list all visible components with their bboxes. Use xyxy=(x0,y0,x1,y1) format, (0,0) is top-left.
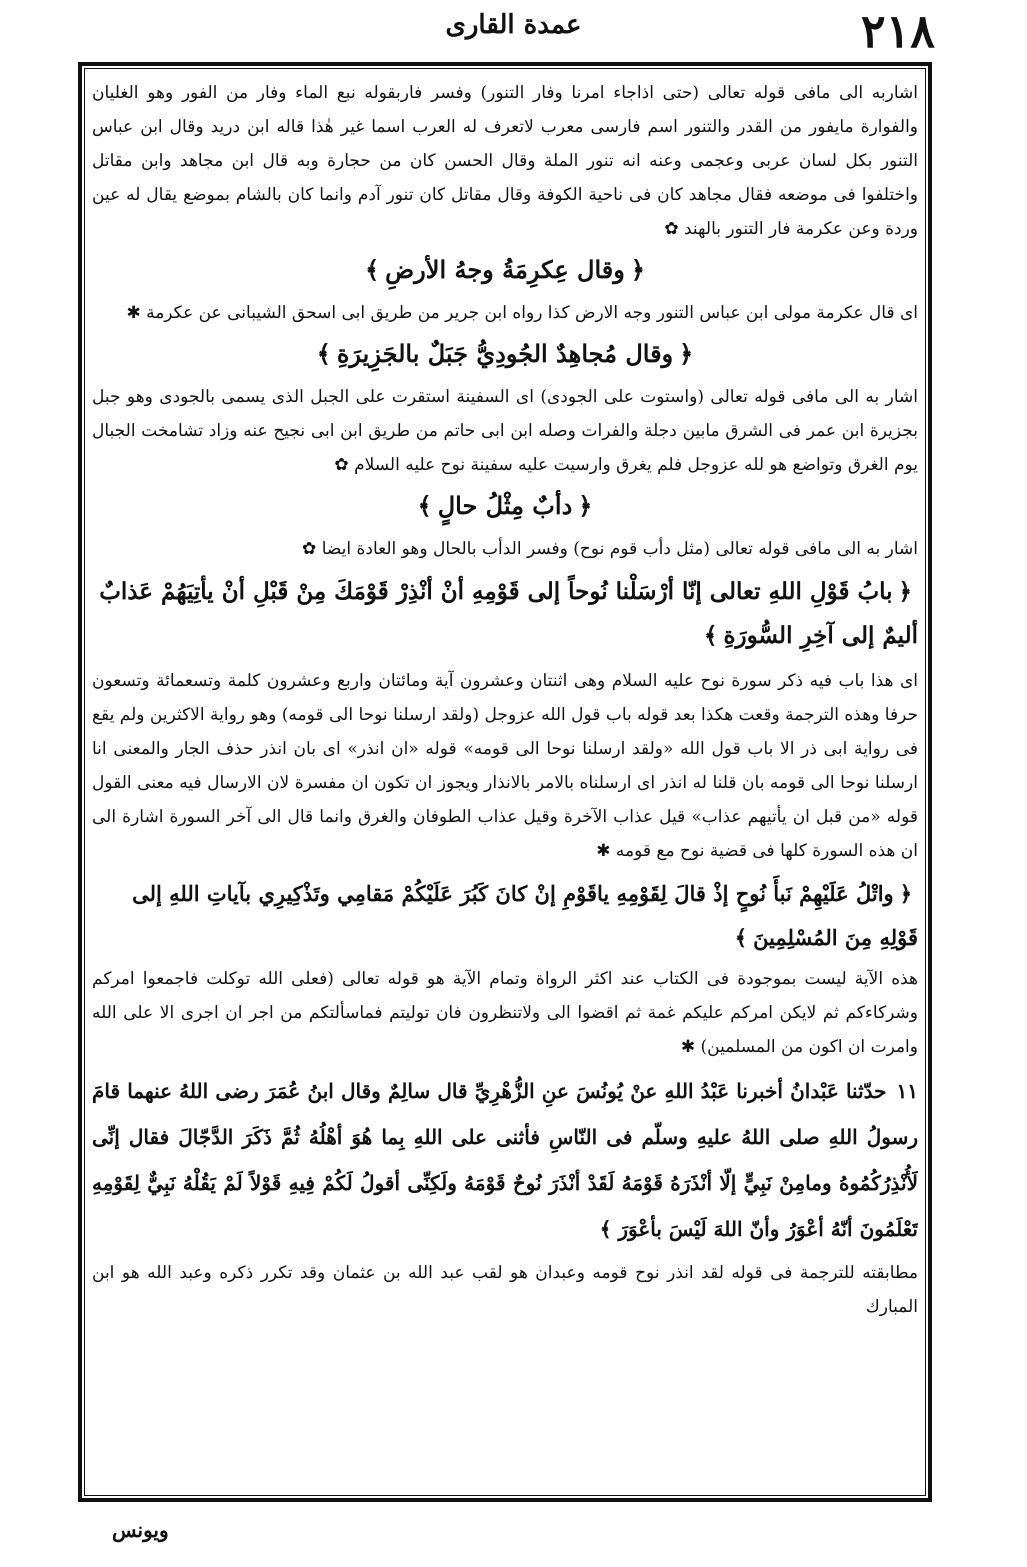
chapter-heading xyxy=(92,570,918,658)
commentary-paragraph: هذه الآية ليست بموجودة فى الكتاب عند اكثر الرواة وتمام الآية هو قوله تعالى (فعلى الله توكلت فاجمعوا امركم وشركاءكم ثم لايكن امركم عليكم غمة ثم اقضوا الى ولاتنظرون فان توليتم فماسألتكم من اجر ان اجرى الا على الله وامرت ان اكون من المسلمين) ✱ xyxy=(92,969,918,1057)
ornamental-bracket-close: ﴾ xyxy=(365,255,380,284)
hadith-text xyxy=(92,1068,918,1252)
section-heading xyxy=(92,486,918,526)
commentary-paragraph: اشاربه الى مافى قوله تعالى (حتى اذاجاء امرنا وفار التنور) وفسر فاربقوله نبع الماء وفار من الفور وهو الغليان والفوارة مايفور من القدر والتنور اسم فارسى معرب لاتعرف له العرب اسما غير هٰذا قاله ابن دريد وقال ابن عباس التنور بكل لسان عربى وعجمى وعنه انه تنور الملة وقال الحسن كان من حجارة وبه قال ابن مجاهد وابن مقاتل واختلفوا فى موضعه فقال مجاهد كان فى ناحية الكوفة وقال مقاتل كان تنور آدم وانما كان بالشام بموضع يقال له عين وردة وعن عكرمة فار التنور بالهند ✿ xyxy=(92,83,918,239)
running-title: عمدة القارى xyxy=(445,10,582,40)
ornamental-bracket-close: ﴾ xyxy=(316,339,331,368)
commentary-paragraph: اشار به الى مافى قوله تعالى (مثل دأب قوم نوح) وفسر الدأب بالحال وهو العادة ايضا ✿ xyxy=(302,539,918,559)
section-heading xyxy=(92,250,918,290)
chapter-heading-text: بابُ قَوْلِ اللهِ تعالى إنّا أرْسَلْنا نُوحاً إلى قَوْمِهِ أنْ أنْذِرْ قَوْمَكَ مِنْ قَبْلِ أنْ يأتِيَهُمْ عَذابٌ أليمٌ إلى آخِرِ السُّورَةِ xyxy=(99,578,918,649)
ornamental-bracket-close: ﴾ xyxy=(734,925,748,950)
commentary-paragraph: اى هذا باب فيه ذكر سورة نوح عليه السلام وهى اثنتان وعشرون آية ومائتان واربع وعشرون كلمة وتسعمائة وتسعون حرفا وهذه الترجمة وقعت هكذا بعد قوله باب قول الله عزوجل (ولقد ارسلنا نوحا الى قومه) وهو رواية الاكثرين ولم يقع فى رواية ابى ذر الا باب قول الله «ولقد ارسلنا نوحا الى قومه» قوله «ان انذر» اى بان انذر حذف الجار والمعنى انا ارسلنا نوحا الى قومه بان قلنا له انذر اى ارسلناه بالامر بالانذار ويجوز ان تكون ان مفسرة لان الارسال فيه معنى القول قوله «من قبل ان يأتيهم عذاب» قيل عذاب الآخرة وقيل عذاب الطوفان والغرق وانما قال الى آخر السورة اشارة الى ان هذه السورة كلها فى قضية نوح مع قومه ✱ xyxy=(92,671,918,861)
ornamental-bracket-open: ﴿ xyxy=(679,339,694,368)
page-number: ٢١٨ xyxy=(860,4,935,58)
page-body xyxy=(92,76,918,1492)
section-heading-text: وقال عِكرِمَةُ وجهُ الأرضِ xyxy=(385,255,625,284)
commentary-paragraph: مطابقته للترجمة فى قوله لقد انذر نوح قومه وعبدان هو لقب عبد الله بن عثمان وقد تكرر ذكره وعبد الله هو ابن المبارك xyxy=(92,1263,918,1317)
catchword: ويونس xyxy=(112,1518,169,1542)
commentary-paragraph: اشار به الى مافى قوله تعالى (واستوت على الجودى) اى السفينة استقرت على الجبل الذى يسمى بالجودى وهو جبل بجزيرة ابن عمر فى الشرق مابين دجلة والفرات وصله ابن ابى حاتم من طريق ابن ابى نجيح عنه وزاد تشامخت الجبال يوم الغرق وتواضع هو لله عزوجل فلم يغرق وارسيت عليه سفينة نوح عليه السلام ✿ xyxy=(92,387,918,475)
commentary-paragraph: اى قال عكرمة مولى ابن عباس التنور وجه الارض كذا رواه ابن جرير من طريق ابى اسحق الشيبانى عن عكرمة ✱ xyxy=(126,303,918,323)
hadith-body: حدّثنا عَبْدانُ أخبرنا عَبْدُ اللهِ عنْ يُونُسَ عنِ الزُّهْرِيِّ قال سالِمٌ وقال ابنُ عُمَرَ رضى اللهُ عنهما قامَ رسولُ اللهِ صلى اللهُ عليهِ وسلّم فى النّاسِ فأثنى على اللهِ بِما هُوَ أهْلُهُ ثُمَّ ذَكَرَ الدَّجّالَ فقال إنِّى لَأُنْذِرُكُمُوهُ ومامِنْ نَبِيٍّ إلّا أنْذَرَهُ قَوْمَهُ لَقَدْ أنْذَرَ نُوحٌ قَوْمَهُ ولَكِنِّى أقولُ لَكُمْ فِيهِ قَوْلاً لَمْ يَقُلْهُ نَبِيٌّ لِقَوْمِهِ تَعْلَمُونَ أنّهُ أعْوَرُ وأنّ اللهَ لَيْسَ بأعْوَرَ ﴾ xyxy=(92,1079,918,1241)
section-heading-text: دأبٌ مِثْلُ حالٍ xyxy=(437,491,573,520)
section-heading xyxy=(92,334,918,374)
section-heading-text: وقال مُجاهِدٌ الجُودِيُّ جَبَلٌ بالجَزِيرَةِ xyxy=(336,339,674,368)
quran-verse-text: واتْلُ عَلَيْهِمْ نَبأَ نُوحٍ إذْ قالَ لِقَوْمِهِ ياقَوْمِ إنْ كانَ كَبُرَ عَلَيْكُمْ مَقامِي وتَذْكِيرِي بآياتِ اللهِ إلى قَوْلِهِ مِنَ المُسْلِمِينَ xyxy=(132,881,918,950)
ornamental-bracket-close: ﴾ xyxy=(417,491,432,520)
page-header xyxy=(0,0,1027,62)
ornamental-bracket-open: ﴿ xyxy=(899,881,912,906)
ornamental-bracket-open: ﴿ xyxy=(630,255,645,284)
ornamental-bracket-close: ﴾ xyxy=(704,622,718,649)
ornamental-bracket-open: ﴿ xyxy=(898,578,912,605)
ornamental-bracket-open: ﴿ xyxy=(578,491,593,520)
quran-verse xyxy=(92,872,918,960)
hadith-number: ١١ xyxy=(896,1079,918,1103)
